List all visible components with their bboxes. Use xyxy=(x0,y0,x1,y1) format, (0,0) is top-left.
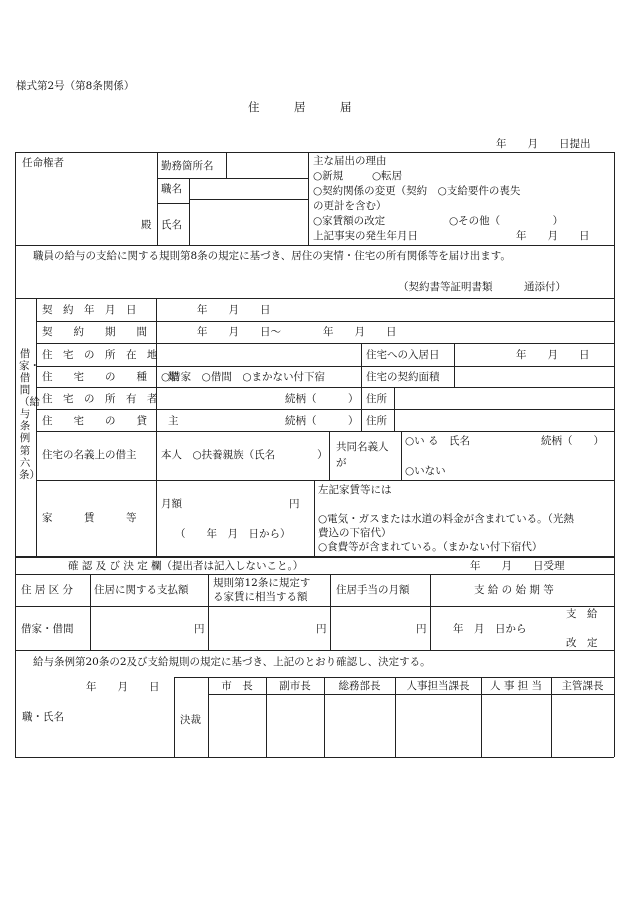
form-title: 住 居 届 xyxy=(248,100,352,114)
lender-label: 住 宅 の 貸 主 xyxy=(42,415,179,427)
joint-holder-label-2: が xyxy=(336,457,347,469)
appointer-label: 任命権者 xyxy=(22,157,64,169)
reason-contract-change-option[interactable]: ○契約関係の変更（契約 ○支給要件の喪失 xyxy=(313,185,521,197)
rule12-yen: 円 xyxy=(316,623,327,635)
attachment-note: （契約書等証明書類 通添付） xyxy=(398,281,566,293)
contract-date-label: 契 約 年 月 日 xyxy=(42,304,137,316)
col-rule12-line1: 規則第12条に規定す xyxy=(213,577,311,589)
reason-move-option[interactable]: ○転居 xyxy=(372,170,403,182)
submit-date: 年 月 日提出 xyxy=(496,138,591,150)
rent-from-date[interactable]: （ 年 月 日から） xyxy=(175,528,291,540)
location-field[interactable] xyxy=(158,345,360,365)
contract-period-label: 契 約 期 間 xyxy=(42,326,147,338)
col-rule12-line2: る家賃に相当する額 xyxy=(213,591,308,603)
seal-box-personnel[interactable] xyxy=(482,695,550,756)
name-label: 氏名 xyxy=(161,219,182,231)
approver-personnel-chief: 人事担当課長 xyxy=(406,680,470,692)
decision-text: 給与条例第20条の2及び支給規則の規定に基づき、上記のとおり確認し、決定する。 xyxy=(33,656,431,668)
reason-title: 主な届出の理由 xyxy=(313,155,387,167)
lender-relation[interactable]: 続柄（ ） xyxy=(285,415,359,427)
seal-box-vice-mayor[interactable] xyxy=(267,695,323,756)
start-from-date: 年 月 日から xyxy=(453,623,527,635)
contract-date-value[interactable]: 年 月 日 xyxy=(197,304,271,316)
rent-label: 家 賃 等 xyxy=(42,512,137,524)
name-field[interactable] xyxy=(191,201,307,243)
rental-side-label: 借家・借間（給与条例第六条） xyxy=(19,348,40,481)
statement-text: 職員の給与の支給に関する規則第8条の規定に基づき、居住の実情・住宅の所有関係等を届け出ます。 xyxy=(33,250,511,262)
approver-supervisor: 主管課長 xyxy=(561,680,604,692)
seal-box-general-affairs[interactable] xyxy=(325,695,394,756)
occurrence-date-label: 上記事実の発生年月日 xyxy=(313,230,418,242)
col-residence-type: 住 居 区 分 xyxy=(21,584,74,596)
contract-period-value[interactable]: 年 月 日～ 年 月 日 xyxy=(197,326,397,338)
seal-box-personnel-chief[interactable] xyxy=(396,695,480,756)
rent-utility-note: 費込の下宿代） xyxy=(318,527,392,539)
kessai-label: 決裁 xyxy=(180,714,201,726)
reason-new-option[interactable]: ○新規 xyxy=(313,170,344,182)
owner-label: 住 宅 の 所 有 者 xyxy=(42,393,158,405)
form-number: 様式第2号（第8条関係） xyxy=(16,80,135,92)
nominal-tenant-label: 住宅の名義上の借主 xyxy=(42,449,137,461)
nominal-tenant-options[interactable]: 本人 ○扶養親族（氏名 ） xyxy=(161,449,328,461)
allowance-yen: 円 xyxy=(416,623,427,635)
approver-general-affairs: 総務部長 xyxy=(338,680,381,692)
confirmation-title: 確 認 及 び 決 定 欄（提出者は記入しないこと。） xyxy=(68,560,304,572)
reason-other-option[interactable]: ○その他（ ） xyxy=(449,215,564,227)
seal-box-mayor[interactable] xyxy=(209,695,265,756)
col-start-period: 支 給 の 始 期 等 xyxy=(474,584,554,596)
row-rental-label: 借家・借間 xyxy=(21,623,74,635)
owner-address-label: 住所 xyxy=(366,393,387,405)
post-label: 職名 xyxy=(161,183,182,195)
start-pay-label: 支 給 xyxy=(566,608,598,620)
reason-rent-revision-option[interactable]: ○家賃額の改定 xyxy=(313,215,386,227)
joint-holder-label: 共同名義人 xyxy=(336,441,389,453)
location-label: 住 宅 の 所 在 地 xyxy=(42,349,158,361)
decision-name-label: 職・氏名 xyxy=(22,711,64,723)
rent-utility-option[interactable]: ○電気・ガスまたは水道の料金が含まれている。（光熱 xyxy=(318,513,574,525)
office-name-field[interactable] xyxy=(228,155,306,177)
rent-note-title: 左記家賃等には xyxy=(318,484,392,496)
col-housing-payment: 住居に関する支払額 xyxy=(94,584,189,596)
approver-vice-mayor: 副市長 xyxy=(279,680,311,692)
rent-monthly-label: 月額 xyxy=(161,498,182,510)
dono-label: 殿 xyxy=(141,219,152,231)
house-type-label: 住 宅 の 種 類 xyxy=(42,371,179,383)
post-field[interactable] xyxy=(191,180,307,198)
reason-contract-change-note: の更計を含む） xyxy=(313,200,387,212)
start-revise-label: 改 定 xyxy=(566,637,598,649)
approver-personnel: 人 事 担 当 xyxy=(489,680,542,692)
rent-yen-unit: 円 xyxy=(289,498,300,510)
decision-date: 年 月 日 xyxy=(86,681,160,693)
received-date: 年 月 日受理 xyxy=(470,560,565,572)
move-in-value[interactable]: 年 月 日 xyxy=(516,349,590,361)
joint-holder-yes-option[interactable]: ○い る 氏名 xyxy=(405,435,470,447)
lender-address-label: 住所 xyxy=(366,415,387,427)
contract-area-field[interactable] xyxy=(456,368,612,386)
seal-box-supervisor[interactable] xyxy=(552,695,613,756)
joint-holder-no-option[interactable]: ○いない xyxy=(405,465,446,477)
owner-relation[interactable]: 続柄（ ） xyxy=(285,393,359,405)
rent-meal-option[interactable]: ○食費等が含まれている。（まかない付下宿代） xyxy=(318,541,543,553)
office-name-label: 勤務箇所名 xyxy=(161,160,214,172)
approver-mayor: 市 長 xyxy=(221,680,253,692)
house-type-options[interactable]: ○借家 ○借間 ○まかない付下宿 xyxy=(161,371,325,383)
contract-area-label: 住宅の契約面積 xyxy=(366,371,440,383)
payment-yen: 円 xyxy=(194,623,205,635)
col-allowance: 住居手当の月額 xyxy=(336,584,410,596)
joint-holder-relation[interactable]: 続柄（ ） xyxy=(541,435,604,447)
occurrence-date-value: 年 月 日 xyxy=(516,230,590,242)
move-in-label: 住宅への入居日 xyxy=(366,349,440,361)
